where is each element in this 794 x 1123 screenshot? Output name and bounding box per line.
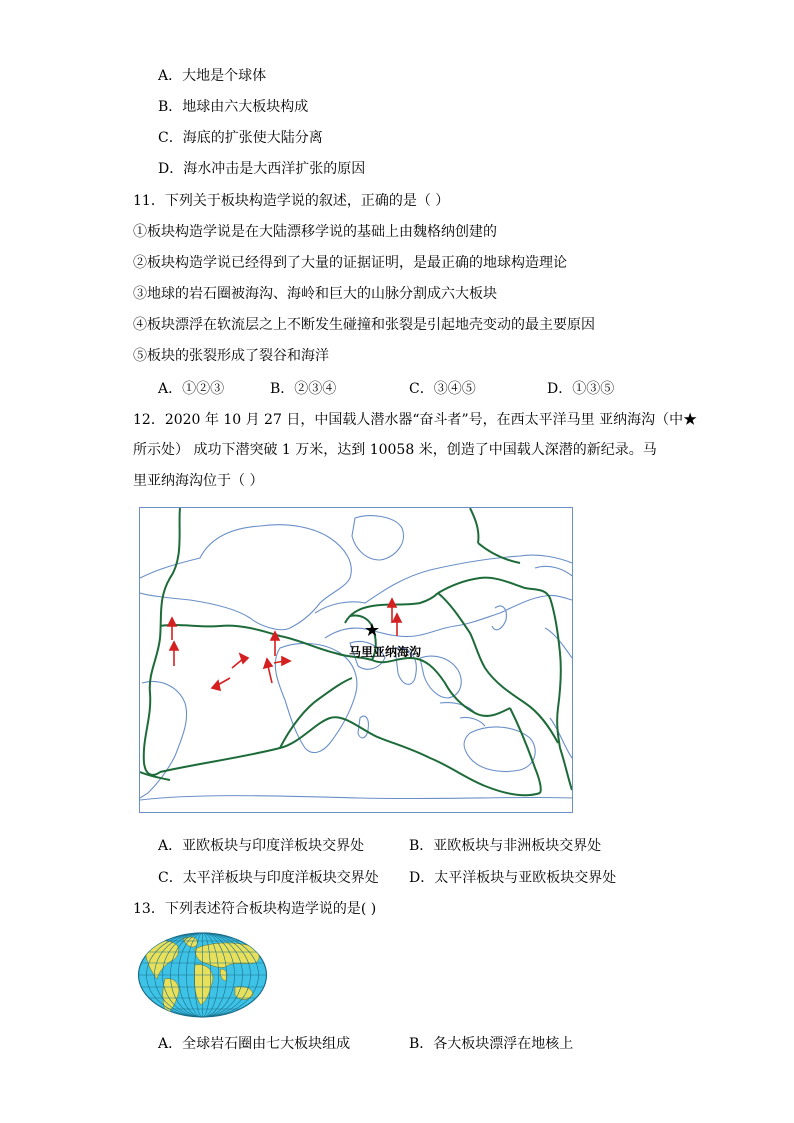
world-map-drawing xyxy=(140,508,572,812)
q12-stem-line-2: 所示处） 成功下潜突破 1 万米，达到 10058 米，创造了中国载人深潜的新纪录。马 xyxy=(133,442,657,458)
q11-statement-2: ②板块构造学说已经得到了大量的证据证明，是最正确的地球构造理论 xyxy=(133,255,567,271)
mariana-star-marker: ★ xyxy=(364,620,381,641)
q10-option-c: C．海底的扩张使大陆分离 xyxy=(158,130,323,146)
q10-option-b: B．地球由六大板块构成 xyxy=(158,99,309,115)
q11-option-c: C．③④⑤ xyxy=(409,381,476,397)
q11-stem: 11．下列关于板块构造学说的叙述，正确的是（ ） xyxy=(133,193,450,209)
q10-option-d: D．海水冲击是大西洋扩张的原因 xyxy=(158,161,366,177)
q13-option-a: A．全球岩石圈由七大板块组成 xyxy=(158,1036,351,1052)
mariana-trench-label: 马里亚纳海沟 xyxy=(349,645,422,659)
q11-option-a: A．①②③ xyxy=(158,381,225,397)
plate-boundary-map xyxy=(139,507,573,813)
q12-stem-line-1: 12．2020 年 10 月 27 日，中国载人潜水器“奋斗者”号，在西太平洋马里 亚纳海沟（中★ xyxy=(133,412,698,428)
globe-grid xyxy=(137,931,268,1019)
q10-option-a: A．大地是个球体 xyxy=(158,68,267,84)
q12-option-c: C．太平洋板块与印度洋板块交界处 xyxy=(158,870,379,886)
q13-option-b: B．各大板块漂浮在地核上 xyxy=(409,1036,574,1052)
world-globe-image xyxy=(137,931,268,1019)
q12-stem-line-3: 里亚纳海沟位于（ ） xyxy=(133,473,264,489)
q12-option-d: D．太平洋板块与亚欧板块交界处 xyxy=(409,870,617,886)
q13-stem: 13．下列表述符合板块构造学说的是( ) xyxy=(133,901,377,917)
q12-option-a: A．亚欧板块与印度洋板块交界处 xyxy=(158,838,365,854)
q11-statement-5: ⑤板块的张裂形成了裂谷和海洋 xyxy=(133,348,329,364)
q11-option-d: D．①③⑤ xyxy=(547,381,615,397)
q12-option-b: B．亚欧板块与非洲板块交界处 xyxy=(409,838,602,854)
q11-statement-3: ③地球的岩石圈被海沟、海岭和巨大的山脉分割成六大板块 xyxy=(133,286,497,302)
q11-option-b: B．②③④ xyxy=(270,381,337,397)
q11-statement-4: ④板块漂浮在软流层之上不断发生碰撞和张裂是引起地壳变动的最主要原因 xyxy=(133,317,595,333)
q11-statement-1: ①板块构造学说是在大陆漂移学说的基础上由魏格纳创建的 xyxy=(133,224,497,240)
